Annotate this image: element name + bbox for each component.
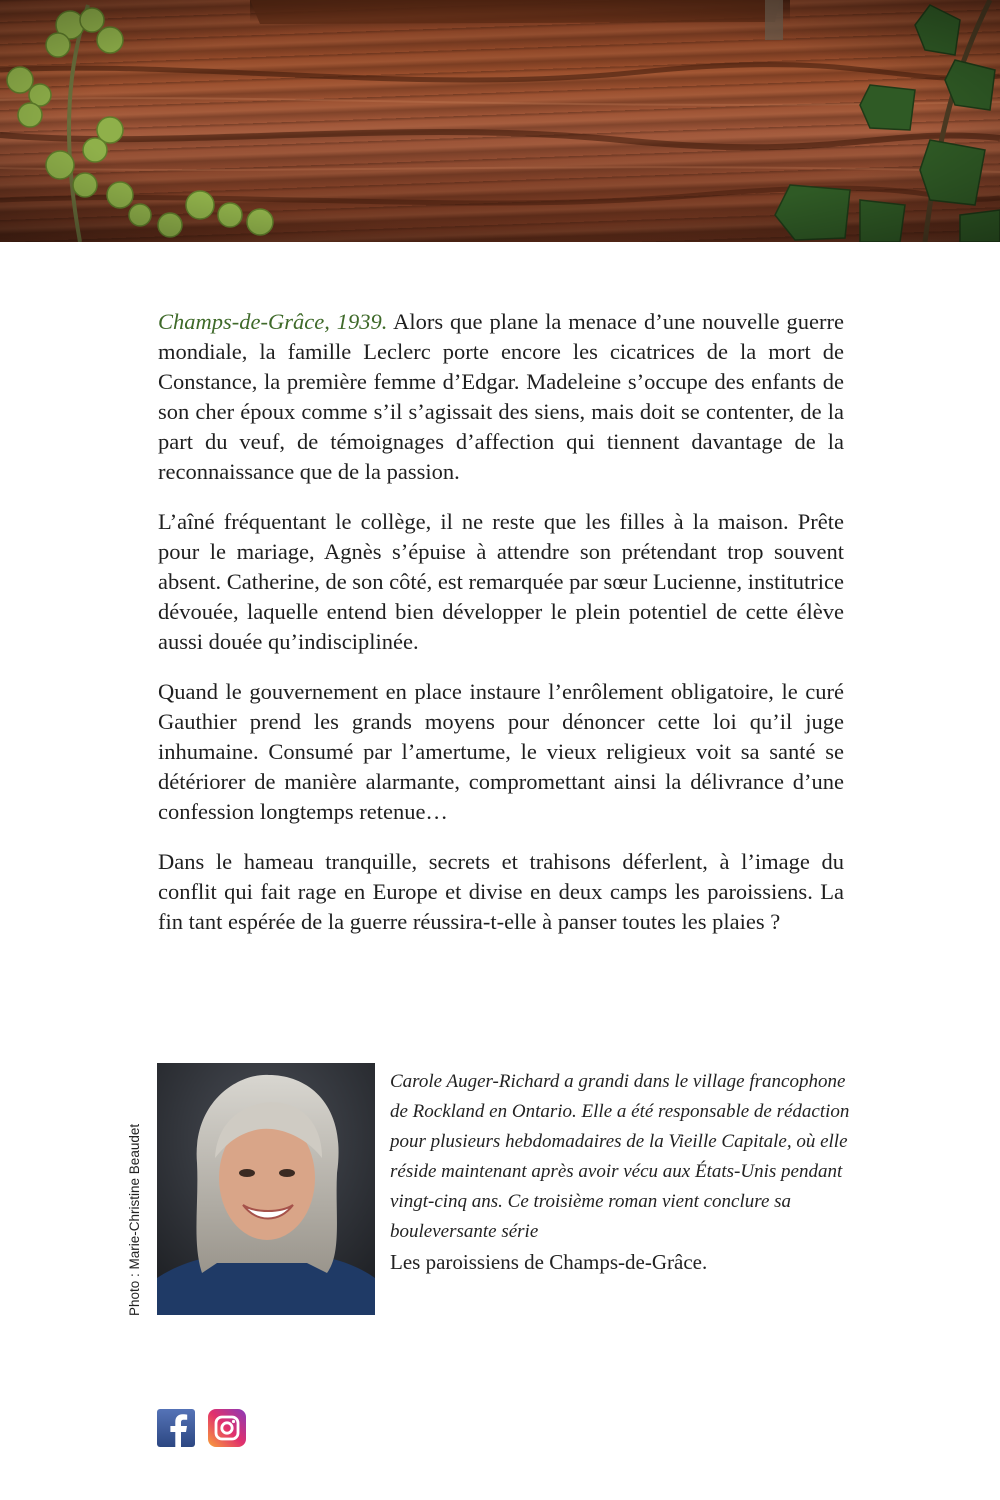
blurb-paragraph-4: Dans le hameau tranquille, secrets et trahisons déferlent, à l’image du conflit qui fait rage en Europe et divise en deux camps les paroissiens. La fin tant espérée de la guerre réussira-t-elle à panser toutes les plaies ? [158, 849, 844, 934]
author-bio [390, 1067, 860, 1277]
wooden-wall-with-ivy-icon [0, 0, 1000, 242]
blurb-paragraph-1 [158, 307, 844, 487]
blurb-paragraph-3: Quand le gouvernement en place instaure l’enrôlement obligatoire, le curé Gauthier prend les grands moyens pour dénoncer cette loi qu’il juge inhumaine. Consumé par l’amertume, le vieux religieux voit sa santé se détériorer de manière alarmante, compromettant ainsi la délivrance d’une confession longtemps retenue… [158, 679, 844, 824]
blurb-paragraph-2: L’aîné fréquentant le collège, il ne reste que les filles à la maison. Prête pour le mariage, Agnès s’épuise à attendre son prétendant trop souvent absent. Catherine, de son côté, est remarquée par sœur Lucienne, institutrice dévouée, laquelle entend bien développer le plein potentiel de cette élève aussi douée qu’indisciplinée. [158, 509, 844, 654]
photo-credit: Photo : Marie-Christine Beaudet [127, 1123, 142, 1316]
back-cover-blurb [158, 307, 844, 957]
blurb-paragraph-1-text: Alors que plane la menace d’une nouvelle guerre mondiale, la famille Leclerc porte encore les cicatrices de la mort de Constance, la première femme d’Edgar. Madeleine s’occupe des enfants de son cher époux comme s’il s’agissait des siens, mais doit se contenter, de la part du veuf, de témoignages d’affection qui tiennent davantage de la reconnaissance que de la passion. [158, 309, 844, 484]
blurb-lead-place-date: Champs-de-Grâce, 1939. [158, 309, 388, 334]
facebook-icon[interactable] [157, 1409, 195, 1447]
author-photo [157, 1063, 375, 1315]
series-title: Les paroissiens de Champs-de-Grâce. [390, 1250, 708, 1274]
cover-banner-image [0, 0, 1000, 242]
author-portrait-icon [157, 1063, 375, 1315]
author-bio-text: Carole Auger-Richard a grandi dans le village francophone de Rockland en Ontario. Elle a été responsable de rédaction pour plusieurs hebdomadaires de la Vieille Capitale, où elle réside maintenant après avoir vécu aux États-Unis pendant vingt-cinq ans. Ce troisième roman vient conclure sa bouleversante série [390, 1071, 850, 1242]
instagram-icon[interactable] [208, 1409, 246, 1447]
